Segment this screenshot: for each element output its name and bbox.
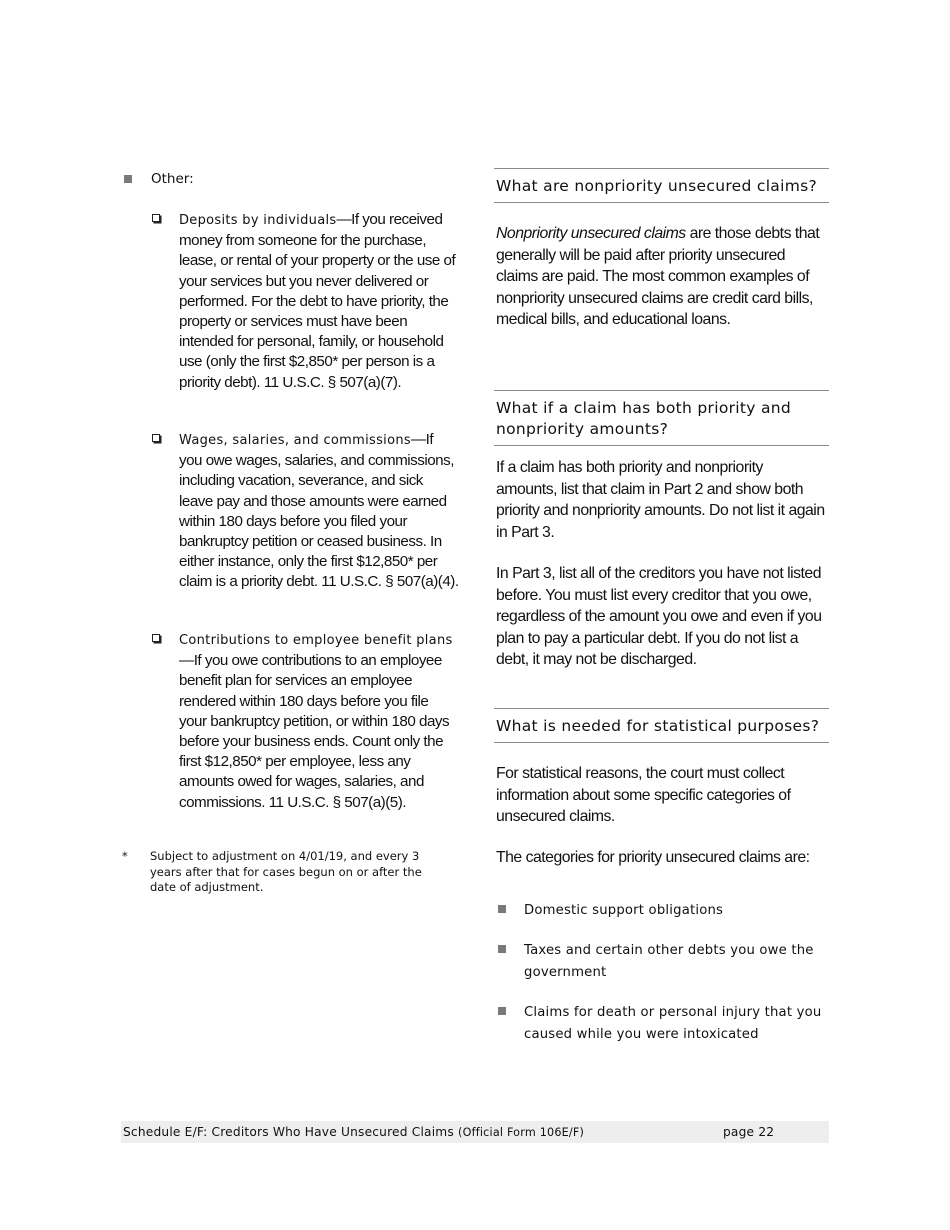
checkbox-bullet-icon xyxy=(152,214,160,222)
nonpriority-definition xyxy=(496,223,826,331)
footer-title-group xyxy=(123,1121,584,1144)
footer-form-number: (Official Form 106E/F) xyxy=(458,1126,585,1139)
defined-term: Nonpriority unsecured claims xyxy=(496,225,686,242)
list-item-title: Deposits by individuals xyxy=(179,213,337,228)
list-item-text: Taxes and certain other debts you owe the government xyxy=(524,943,814,980)
categories-intro: The categories for priority unsecured claims are: xyxy=(496,849,810,866)
list-item-title: Wages, salaries, and commissions xyxy=(179,433,411,448)
other-row xyxy=(122,170,462,190)
statistical-paragraph: For statistical reasons, the court must collect information about some specific categories of unsecured claims. xyxy=(496,765,791,826)
footnote-text: Subject to adjustment on 4/01/19, and every 3 years after that for cases begun on or after the date of adjustment. xyxy=(150,849,422,894)
square-bullet-icon xyxy=(124,175,132,183)
list-item-body: —If you owe wages, salaries, and commissions, including vacation, severance, and sick leave pay and those amounts were earned within 180 days before you filed your bankruptcy petition or ceased business. In either instance, only the first $12,850* per claim is a priority debt. 11 U.S.C. § 507(a)(4). xyxy=(179,431,459,591)
question-header-nonpriority xyxy=(494,168,829,203)
left-column xyxy=(122,170,462,894)
square-bullet-icon xyxy=(498,945,506,953)
list-item-text xyxy=(179,430,459,593)
list-item-body: —If you received money from someone for the purchase, lease, or rental of your property or the use of your services but you never delivered or performed. For the debt to have priority, the property or services must have been intended for personal, family, or household use (only the first $2,850* per person is a priority debt). 11 U.S.C. § 507(a)(7). xyxy=(179,211,456,391)
square-bullet-icon xyxy=(498,1007,506,1015)
question-header-both xyxy=(494,390,829,446)
both-amounts-paragraph: If a claim has both priority and nonpriority amounts, list that claim in Part 2 and show both priority and nonpriority amounts. Do not list it again in Part 3. xyxy=(496,459,825,541)
page-footer xyxy=(121,1121,829,1143)
other-label: Other: xyxy=(151,171,194,187)
question-title: What are nonpriority unsecured claims? xyxy=(496,177,818,195)
footer-title: Schedule E/F: Creditors Who Have Unsecured Claims xyxy=(123,1125,454,1139)
checkbox-bullet-icon xyxy=(152,434,160,442)
list-item-title: Contributions to employee benefit plans xyxy=(179,633,453,648)
checkbox-bullet-icon xyxy=(152,634,160,642)
list-item-text: Claims for death or personal injury that you caused while you were intoxicated xyxy=(524,1005,822,1042)
square-bullet-icon xyxy=(498,905,506,913)
definition-text: are those debts that generally will be paid after priority unsecured claims are paid. The most common examples of nonpriority unsecured claims are credit card bills, medical bills, and educational loans. xyxy=(496,225,820,329)
list-item-text xyxy=(179,210,459,393)
question-title: What is needed for statistical purposes? xyxy=(496,717,820,735)
list-item-body: —If you owe contributions to an employee benefit plan for services an employee rendered within 180 days before you file your bankruptcy petition, or within 180 days before your business ends. Count only the first $12,850* per employee, less any amounts owed for wages, salaries, and commissions. 11 U.S.C. § 507(a)(5). xyxy=(179,652,450,811)
question-title: What if a claim has both priority and nonpriority amounts? xyxy=(496,399,792,438)
footnote-mark: * xyxy=(122,849,128,863)
list-item-text: Domestic support obligations xyxy=(524,903,724,918)
part3-paragraph: In Part 3, list all of the creditors you have not listed before. You must list every creditor that you owe, regardless of the amount you owe and even if you plan to pay a particular debt. If you do not list a debt, it may not be discharged. xyxy=(496,565,822,669)
list-item-text xyxy=(179,630,459,813)
page-number: page 22 xyxy=(723,1125,775,1139)
question-header-statistical xyxy=(494,708,829,743)
